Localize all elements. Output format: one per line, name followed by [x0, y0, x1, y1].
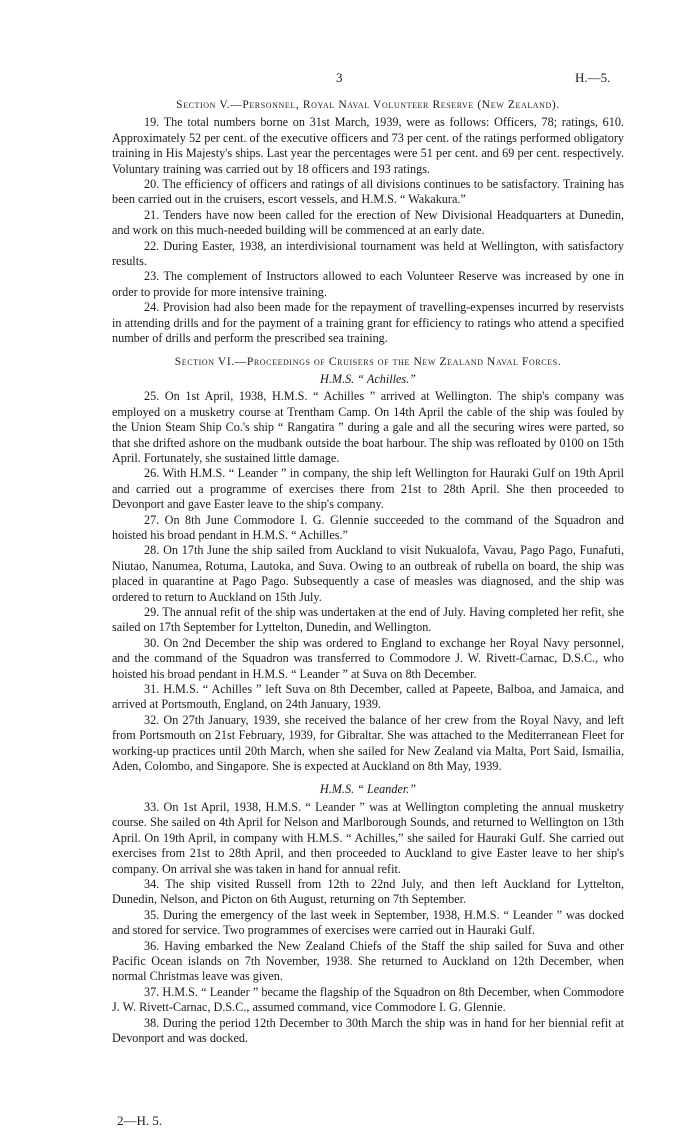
- paragraph-27: 27. On 8th June Commodore I. G. Glennie succeeded to the command of the Squadron and hoisted his broad pendant in H.M.S. “ Achilles.”: [112, 512, 624, 542]
- section-v-heading: Section V.—Personnel, Royal Naval Volunteer Reserve (New Zealand).: [176, 99, 560, 111]
- paragraph-35: 35. During the emergency of the last week in September, 1938, H.M.S. “ Leander ” was docked and stored for service. Two programmes of exercises were carried out in Hauraki Gulf.: [112, 907, 624, 938]
- paragraph-34: 34. The ship visited Russell from 12th to 22nd July, and then left Auckland for Lyttelton, Dunedin, Nelson, and Picton on 6th August, returning on 7th September.: [112, 876, 624, 907]
- paragraph-28: 28. On 17th June the ship sailed from Auckland to visit Nukualofa, Vavau, Pago Pago, Funafuti, Niutao, Nanumea, Rotuma, Lautoka, and Suva. Owing to an outbreak of rubella on board, the ship was placed in quarantine at Pago Pago. Subsequently a case of measles was diagnosed, and the ship was ordered to return to Auckland on 15th July.: [112, 543, 624, 604]
- paragraph-32: 32. On 27th January, 1939, she received the balance of her crew from the Royal Navy, and left from Portsmouth on 21st February, 1939, for Gibraltar. She was attached to the Mediterranean Fleet for working-up practices until 20th March, when she sailed for New Zealand via Malta, Port Said, Ismailia, Aden, Colombo, and Singapore. She is expected at Auckland on 8th May, 1939.: [112, 712, 624, 774]
- paragraph-24: 24. Provision had also been made for the repayment of travelling-expenses incurred by reservists in attending drills and for the payment of a training grant for efficiency to ratings who attend a specified number of drills and perform the prescribed sea training.: [112, 300, 624, 346]
- paragraph-23: 23. The complement of Instructors allowed to each Volunteer Reserve was increased by one in order to provide for more intensive training.: [112, 269, 624, 299]
- paragraph-30: 30. On 2nd December the ship was ordered to England to exchange her Royal Navy personnel, and the command of the Squadron was transferred to Commodore J. W. Rivett-Carnac, D.S.C., who hoisted his broad pendant in H.M.S. “ Leander ” at Suva on 8th December.: [112, 635, 624, 681]
- leander-subheading: H.M.S. “ Leander.”: [319, 782, 417, 797]
- paragraph-21: 21. Tenders have now been called for the erection of New Divisional Headquarters at Dunedin, and work on this much-needed building will be commenced at an early date.: [112, 207, 624, 238]
- paragraph-36: 36. Having embarked the New Zealand Chiefs of the Staff the ship sailed for Suva and other Pacific Ocean islands on 7th November, 1938. She returned to Auckland on 12th December, when normal Christmas leave was given.: [112, 938, 624, 984]
- document-reference: H.—5.: [575, 70, 611, 85]
- paragraph-38: 38. During the period 12th December to 30th March the ship was in hand for her biennial refit at Devonport and was docked.: [112, 1015, 624, 1045]
- page-number: 3: [336, 70, 343, 85]
- page-header: [0, 70, 700, 86]
- section-vi-heading: Section VI.—Proceedings of Cruisers of the New Zealand Naval Forces.: [174, 355, 562, 368]
- paragraph-29: 29. The annual refit of the ship was undertaken at the end of July. Having completed her refit, she sailed on 17th September for Lyttelton, Dunedin, and Wellington.: [112, 605, 624, 635]
- paragraph-25: 25. On 1st April, 1938, H.M.S. “ Achilles ” arrived at Wellington. The ship's company was employed on a musketry course at Trentham Camp. On 14th April the cable of the ship was fouled by the Union Steam Ship Co.'s ship “ Rangatira ” during a gale and all the securing wires were parted, so that she drifted ashore on the mudbank outside the boat harbour. The ship was refloated by 0100 on 15th April. Fortunately, she sustained little damage.: [112, 389, 624, 465]
- spacer: [112, 347, 624, 355]
- paragraph-37: 37. H.M.S. “ Leander ” became the flagship of the Squadron on 8th December, when Commodore J. W. Rivett-Carnac, D.S.C., assumed command, vice Commodore I. G. Glennie.: [112, 984, 624, 1015]
- page-body: [112, 98, 624, 1046]
- paragraph-31: 31. H.M.S. “ Achilles ” left Suva on 8th December, called at Papeete, Balboa, and Jamaica, and arrived at Portsmouth, England, on 24th January, 1939.: [112, 682, 624, 712]
- signature-mark: 2—H. 5.: [117, 1113, 163, 1128]
- paragraph-19: 19. The total numbers borne on 31st March, 1939, were as follows: Officers, 78; ratings, 610. Approximately 52 per cent. of the executive officers and 73 per cent. of the ratings performed obligatory training in His Majesty's ships. Last year the percentages were 51 per cent. and 69 per cent. respectively. Voluntary training was carried out by 18 officers and 193 ratings.: [112, 115, 624, 176]
- paragraph-33: 33. On 1st April, 1938, H.M.S. “ Leander ” was at Wellington completing the annual musketry course. She sailed on 4th April for Nelson and Marlborough Sounds, and returned to Wellington on 13th April. On 19th April, in company with H.M.S. “ Achilles,” she sailed for Hauraki Gulf. She carried out exercises from 21st to 28th April, and then proceeded to Auckland to give Easter leave to her ship's company. On arrival she was taken in hand for annual refit.: [112, 799, 624, 876]
- spacer: [112, 774, 624, 782]
- paragraph-20: 20. The efficiency of officers and ratings of all divisions continues to be satisfactory. Training has been carried out in the cruisers, escort vessels, and H.M.S. “ Wakakura.”: [112, 177, 624, 207]
- achilles-subheading: H.M.S. “ Achilles.”: [320, 371, 416, 386]
- paragraph-22: 22. During Easter, 1938, an interdivisional tournament was held at Wellington, with satisfactory results.: [112, 238, 624, 269]
- paragraph-26: 26. With H.M.S. “ Leander ” in company, the ship left Wellington for Hauraki Gulf on 19th April and carried out a programme of exercises there from 21st to 28th April. She then proceeded to Devonport and gave Easter leave to the ship's company.: [112, 466, 624, 512]
